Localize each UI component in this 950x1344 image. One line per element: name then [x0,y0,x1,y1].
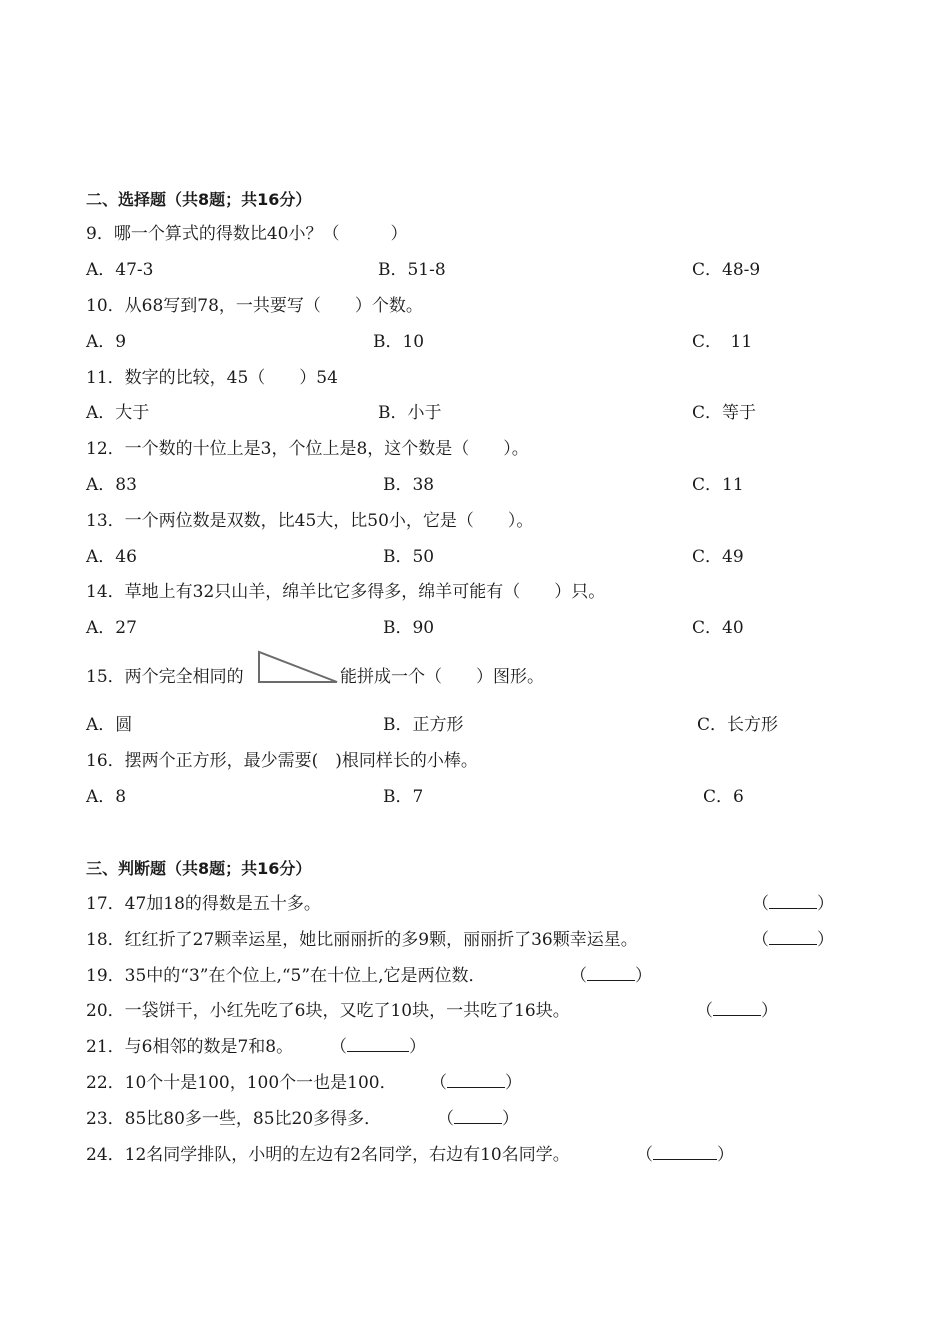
blank-line[interactable] [587,964,635,981]
answer-blank-19[interactable] [570,964,652,988]
blank-line[interactable] [347,1035,409,1052]
question-12: 12．一个数的十位上是3，个位上是8，这个数是（ ）。 [86,439,529,459]
option-9-b[interactable]: B．51-8 [378,260,446,280]
section-heading-judgement: 三、判断题（共8题；共16分） [86,859,312,878]
option-13-a[interactable]: A．46 [86,547,137,567]
option-11-c[interactable]: C．等于 [692,403,757,423]
blank-line[interactable] [769,892,817,909]
option-14-a[interactable]: A．27 [86,618,137,638]
question-19: 19．35中的“3”在个位上,“5”在十位上,它是两位数． [86,966,486,986]
answer-blank-17[interactable] [752,892,834,916]
blank-line[interactable] [454,1107,502,1124]
paren-close: ） [409,1037,426,1057]
option-15-b[interactable]: B．正方形 [383,715,464,735]
paren-open: （ [696,1001,713,1021]
question-17: 17．47加18的得数是五十多。 [86,894,321,914]
answer-blank-23[interactable] [437,1107,519,1131]
section-heading-choice: 二、选择题（共8题；共16分） [86,190,312,209]
answer-blank-20[interactable] [696,999,778,1023]
option-11-b[interactable]: B．小于 [378,403,442,423]
option-10-b[interactable]: B．10 [373,332,425,352]
option-14-c[interactable]: C．40 [692,618,744,638]
paren-open: （ [752,930,769,950]
question-15-after: 能拼成一个（ ）图形。 [340,667,544,687]
blank-line[interactable] [653,1143,717,1160]
question-18: 18．红红折了27颗幸运星，她比丽丽折的多9颗，丽丽折了36颗幸运星。 [86,930,638,950]
option-12-c[interactable]: C．11 [692,475,744,495]
paren-close: ） [635,966,652,986]
option-14-b[interactable]: B．90 [383,618,435,638]
option-13-c[interactable]: C．49 [692,547,744,567]
option-10-a[interactable]: A．9 [86,332,127,352]
answer-blank-21[interactable] [330,1035,426,1059]
question-14: 14．草地上有32只山羊，绵羊比它多得多，绵羊可能有（ ）只。 [86,582,606,602]
option-12-b[interactable]: B．38 [383,475,435,495]
question-21: 21．与6相邻的数是7和8。 [86,1037,294,1057]
paren-close: ） [817,894,834,914]
option-16-a[interactable]: A．8 [86,787,127,807]
blank-line[interactable] [769,928,817,945]
paren-close: ） [717,1145,734,1165]
question-11: 11．数字的比较，45（ ）54 [86,368,338,388]
option-9-c[interactable]: C．48-9 [692,260,761,280]
question-23: 23．85比80多一些，85比20多得多． [86,1109,382,1129]
question-16: 16．摆两个正方形，最少需要( )根同样长的小棒。 [86,751,478,771]
answer-blank-24[interactable] [636,1143,734,1167]
paren-open: （ [330,1037,347,1057]
right-triangle-figure [257,650,341,686]
question-15-before: 15．两个完全相同的 [86,667,244,687]
blank-line[interactable] [713,999,761,1016]
answer-blank-22[interactable] [430,1071,522,1095]
paren-open: （ [636,1145,653,1165]
paren-close: ） [505,1073,522,1093]
question-20: 20．一袋饼干，小红先吃了6块，又吃了10块，一共吃了16块。 [86,1001,570,1021]
option-10-c[interactable]: C． 11 [692,332,753,352]
option-12-a[interactable]: A．83 [86,475,137,495]
option-9-a[interactable]: A．47-3 [86,260,154,280]
option-13-b[interactable]: B．50 [383,547,435,567]
question-24: 24．12名同学排队，小明的左边有2名同学，右边有10名同学。 [86,1145,570,1165]
option-15-a[interactable]: A．圆 [86,715,133,735]
paren-open: （ [430,1073,447,1093]
option-16-b[interactable]: B．7 [383,787,424,807]
paren-close: ） [817,930,834,950]
paren-open: （ [752,894,769,914]
option-16-c[interactable]: C．6 [703,787,744,807]
option-15-c[interactable]: C．长方形 [697,715,779,735]
blank-line[interactable] [447,1071,505,1088]
question-10: 10．从68写到78，一共要写（ ）个数。 [86,296,423,316]
question-22: 22．10个十是100，100个一也是100． [86,1073,397,1093]
question-13: 13．一个两位数是双数，比45大，比50小，它是（ ）。 [86,511,534,531]
option-11-a[interactable]: A．大于 [86,403,150,423]
paren-open: （ [437,1109,454,1129]
answer-blank-18[interactable] [752,928,834,952]
paren-close: ） [761,1001,778,1021]
paren-close: ） [502,1109,519,1129]
paren-open: （ [570,966,587,986]
question-9: 9．哪一个算式的得数比40小？（ ） [86,224,408,244]
